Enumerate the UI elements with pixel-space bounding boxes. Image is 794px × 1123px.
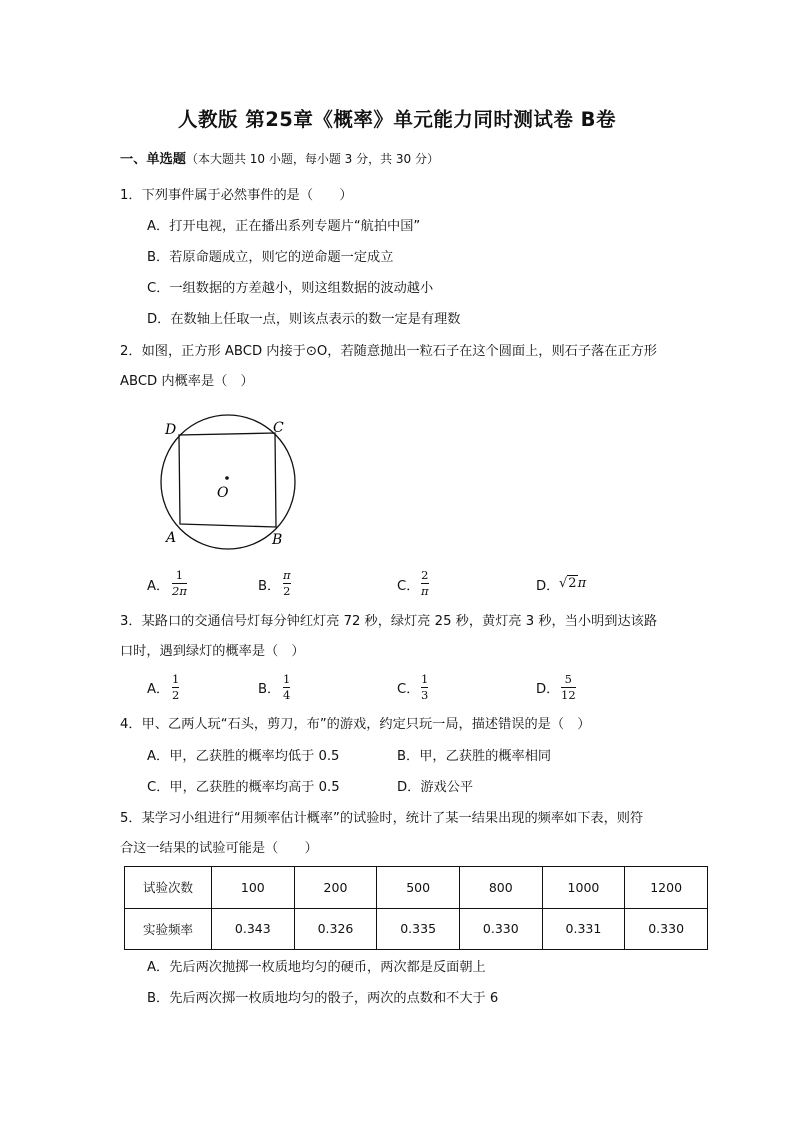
q1-stem: 1．下列事件属于必然事件的是（ ）: [120, 188, 353, 203]
denominator: π: [421, 584, 429, 598]
denominator: 2: [172, 688, 180, 702]
denominator: 3: [421, 688, 429, 702]
q5-stem-line1: 5．某学习小组进行“用频率估计概率”的试验时，统计了某一结果出现的频率如下表，则符: [120, 811, 644, 826]
label-o: O: [217, 485, 229, 501]
table-row: [125, 908, 708, 950]
q3-stem-line1: 3．某路口的交通信号灯每分钟红灯亮 72 秒，绿灯亮 25 秒，黄灯亮 3 秒，当小明到达该路: [120, 614, 658, 629]
q4-option-d: D．游戏公平: [397, 780, 474, 795]
denominator: 2: [283, 584, 291, 598]
section-heading-note: （本大题共 10 小题，每小题 3 分，共 30 分）: [185, 152, 439, 166]
table-cell: 0.335: [377, 908, 460, 950]
q2-option-c-fraction: [421, 569, 429, 598]
q5-stem-line2: 合这一结果的试验可能是（ ）: [120, 841, 318, 856]
label-c: C: [273, 420, 284, 436]
numerator: 1: [421, 672, 429, 686]
table-cell: 实验频率: [125, 908, 212, 950]
denominator: 4: [283, 688, 291, 702]
pi-symbol: π: [577, 576, 587, 591]
q3-option-b-fraction: [283, 673, 290, 702]
table-cell: 0.330: [625, 908, 708, 950]
numerator: 1: [283, 672, 291, 686]
numerator: π: [283, 568, 291, 582]
q2-option-d-letter: D．: [536, 579, 560, 594]
q5-frequency-table: [124, 866, 708, 950]
label-b: B: [272, 532, 283, 548]
numerator: 1: [175, 568, 184, 582]
q2-stem-line2: ABCD 内概率是（ ）: [120, 374, 254, 389]
q3-option-d-letter: D．: [536, 682, 560, 697]
sqrt-sign: √: [559, 576, 568, 591]
table-cell: 0.331: [542, 908, 625, 950]
label-d: D: [165, 422, 177, 438]
q5-option-b: B．先后两次掷一枚质地均匀的骰子，两次的点数和不大于 6: [147, 991, 499, 1006]
q4-option-a: A．甲，乙获胜的概率均低于 0.5: [147, 749, 340, 764]
q4-stem: 4．甲、乙两人玩“石头，剪刀，布”的游戏，约定只玩一局，描述错误的是（ ）: [120, 717, 591, 732]
table-cell: 1200: [625, 867, 708, 909]
q1-option-b: B．若原命题成立，则它的逆命题一定成立: [147, 250, 394, 265]
table-cell: 800: [459, 867, 542, 909]
q3-option-c-letter: C．: [397, 682, 420, 697]
table-cell: 200: [294, 867, 377, 909]
section-heading-label: 一、单选题: [120, 152, 186, 167]
q3-option-b-letter: B．: [258, 682, 281, 697]
radicand: 2: [568, 576, 577, 591]
q2-figure-circle-square: [150, 410, 310, 555]
q2-option-c-letter: C．: [397, 579, 420, 594]
q5-option-a: A．先后两次抛掷一枚质地均匀的硬币，两次都是反面朝上: [147, 960, 486, 975]
table-cell: 500: [377, 867, 460, 909]
denominator: 12: [561, 688, 576, 702]
table-cell: 0.330: [459, 908, 542, 950]
numerator: 5: [564, 672, 572, 686]
q2-option-b-letter: B．: [258, 579, 281, 594]
q2-option-a-fraction: [172, 569, 187, 598]
q1-option-a: A．打开电视，正在播出系列专题片“航拍中国”: [147, 219, 421, 234]
page-title: 人教版 第25章《概率》单元能力同时测试卷 B卷: [177, 108, 617, 131]
table-cell: 100: [212, 867, 295, 909]
table-cell: 1000: [542, 867, 625, 909]
table-cell: 0.326: [294, 908, 377, 950]
section-heading: [120, 150, 439, 169]
numerator: 2: [421, 568, 429, 582]
q2-option-b-fraction: [283, 569, 291, 598]
table-row: [125, 867, 708, 909]
table-cell: 0.343: [212, 908, 295, 950]
q3-stem-line2: 口时，遇到绿灯的概率是（ ）: [120, 644, 305, 659]
q1-option-d: D．在数轴上任取一点，则该点表示的数一定是有理数: [147, 312, 461, 327]
q3-option-a-fraction: [172, 673, 179, 702]
numerator: 1: [172, 672, 180, 686]
q2-stem-line1: 2．如图，正方形 ABCD 内接于⊙O，若随意抛出一粒石子在这个圆面上，则石子落在正方形: [120, 344, 657, 359]
q3-option-a-letter: A．: [147, 682, 170, 697]
square-abcd: [179, 433, 276, 527]
denominator: 2π: [172, 584, 187, 598]
q1-option-c: C．一组数据的方差越小，则这组数据的波动越小: [147, 281, 434, 296]
table-cell: 试验次数: [125, 867, 212, 909]
center-point: [225, 476, 229, 480]
q4-option-c: C．甲，乙获胜的概率均高于 0.5: [147, 780, 340, 795]
label-a: A: [166, 530, 177, 546]
q4-option-b: B．甲，乙获胜的概率相同: [397, 749, 552, 764]
q2-option-d-sqrt: [559, 576, 586, 591]
q3-option-c-fraction: [421, 673, 428, 702]
q2-option-a-letter: A．: [147, 579, 170, 594]
q3-option-d-fraction: [561, 673, 576, 702]
